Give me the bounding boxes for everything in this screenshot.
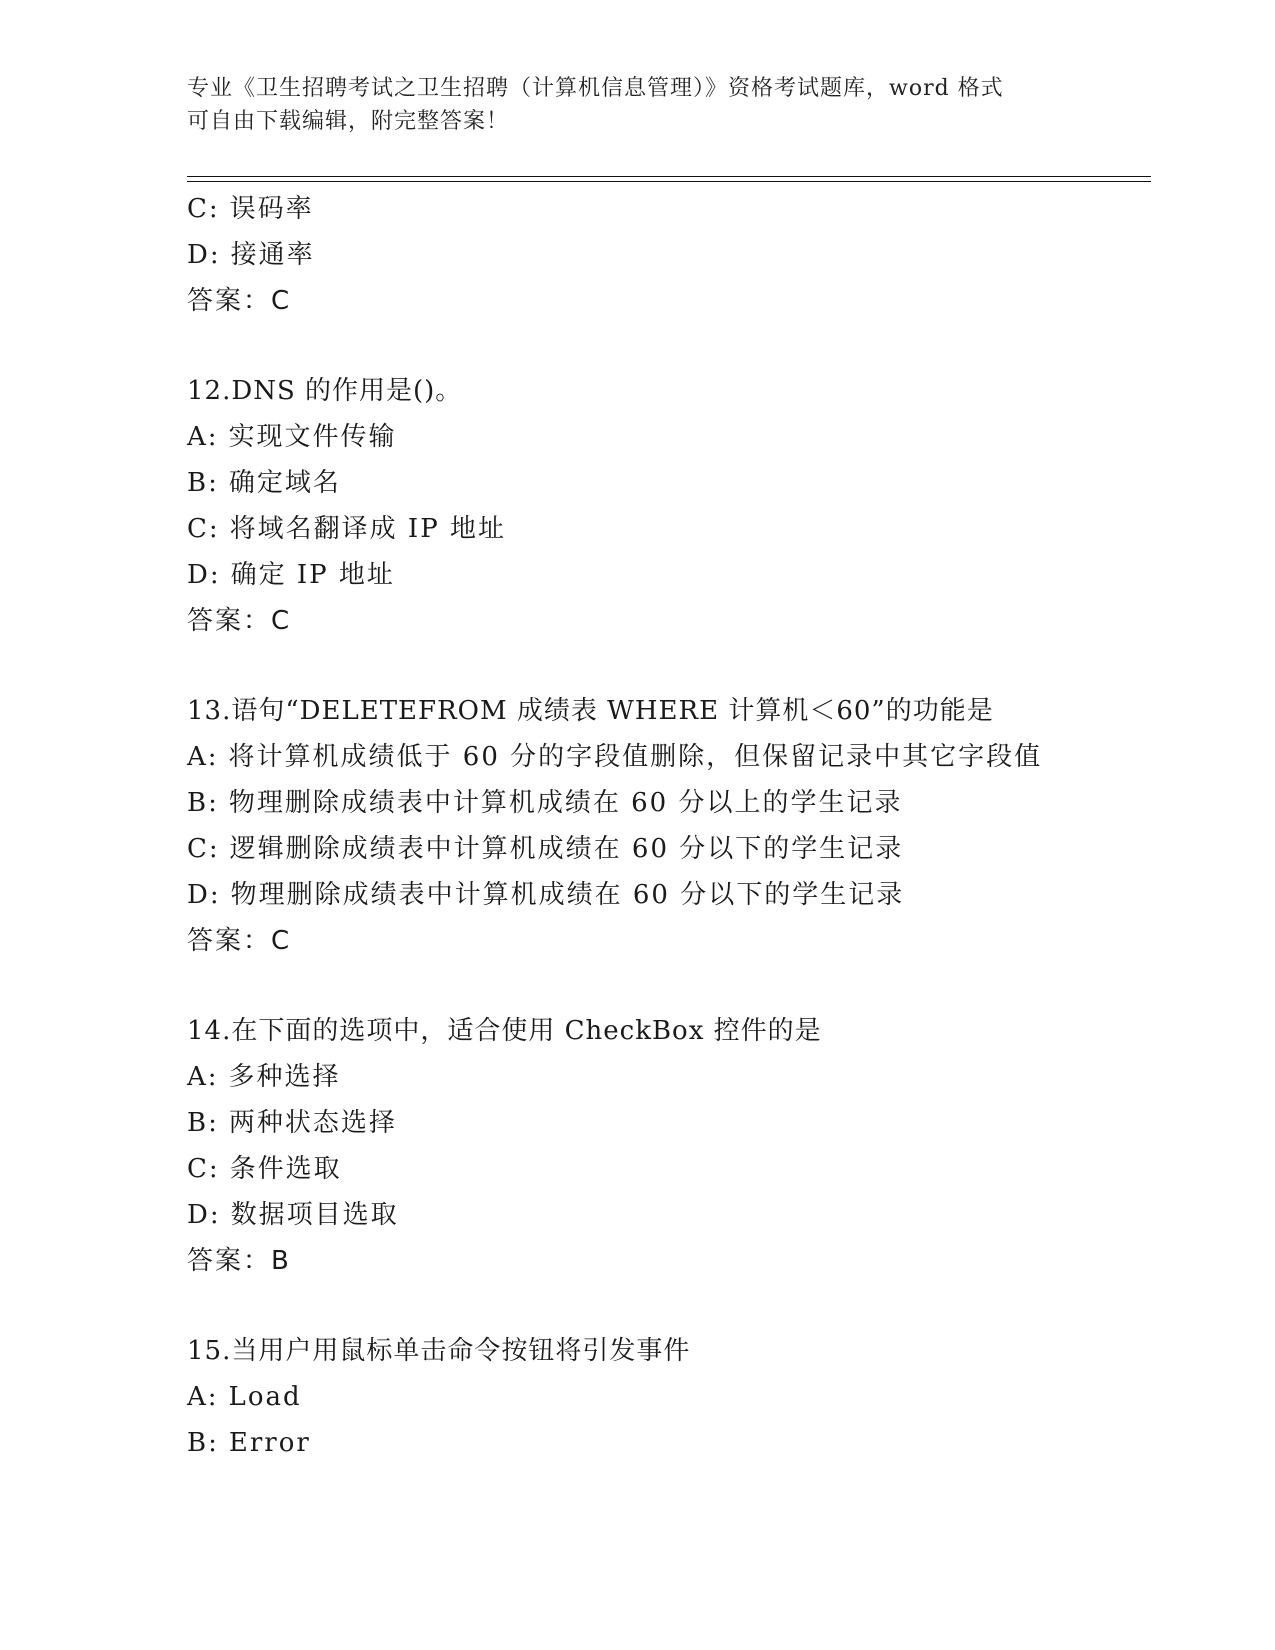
block-spacer: [187, 644, 1147, 688]
question-text: 13.语句“DELETEFROM 成绩表 WHERE 计算机＜60”的功能是: [187, 696, 994, 726]
option-letter: B: [187, 1108, 209, 1138]
option-text: 逻辑删除成绩表中计算机成绩在 60 分以下的学生记录: [229, 834, 904, 864]
header-line-2: 可自由下载编辑，附完整答案！: [187, 109, 510, 134]
question-text: 15.当用户用鼠标单击命令按钮将引发事件: [187, 1336, 691, 1366]
option-letter: B: [187, 1428, 209, 1458]
question-list: [187, 186, 1147, 1466]
option-text: Error: [228, 1428, 311, 1458]
option-letter: C: [187, 834, 209, 864]
option-text: 实现文件传输: [228, 422, 397, 452]
option-a: [187, 1374, 1147, 1420]
option-text: 误码率: [229, 194, 314, 224]
header-divider-bottom: [187, 181, 1151, 182]
option-letter: D: [187, 880, 210, 910]
option-text: 条件选取: [229, 1154, 342, 1184]
option-separator: :: [208, 1428, 219, 1458]
option-letter: A: [187, 742, 208, 772]
option-a: [187, 1054, 1147, 1100]
option-separator: :: [208, 788, 219, 818]
option-separator: :: [208, 468, 219, 498]
answer-line: 答案：B: [187, 1246, 291, 1276]
header-line-1: 专业《卫生招聘考试之卫生招聘（计算机信息管理）》资格考试题库，word 格式: [187, 76, 1004, 101]
question-text: 14.在下面的选项中，适合使用 CheckBox 控件的是: [187, 1016, 822, 1046]
option-separator: :: [209, 880, 221, 910]
option-text: Load: [228, 1382, 302, 1412]
option-d: [187, 1192, 1147, 1238]
option-c: [187, 186, 1147, 232]
option-letter: C: [187, 1154, 209, 1184]
option-c: [187, 1146, 1147, 1192]
document-header: [187, 72, 1067, 138]
answer-line: 答案：C: [187, 926, 292, 956]
answer-line: 答案：C: [187, 286, 292, 316]
option-separator: :: [208, 834, 220, 864]
option-d: [187, 872, 1147, 918]
option-d: [187, 232, 1147, 278]
option-text: 数据项目选取: [230, 1200, 399, 1230]
option-letter: C: [187, 514, 209, 544]
option-text: 物理删除成绩表中计算机成绩在 60 分以下的学生记录: [230, 880, 905, 910]
option-separator: :: [208, 194, 220, 224]
option-letter: A: [187, 422, 208, 452]
block-spacer: [187, 964, 1147, 1008]
option-separator: :: [208, 1154, 220, 1184]
option-d: [187, 552, 1147, 598]
option-letter: D: [187, 560, 210, 590]
option-a: [187, 414, 1147, 460]
header-divider-top: [187, 176, 1151, 177]
option-separator: :: [208, 514, 220, 544]
option-letter: B: [187, 468, 209, 498]
block-spacer: [187, 324, 1147, 368]
option-separator: :: [208, 1108, 219, 1138]
option-separator: :: [207, 1382, 219, 1412]
option-a: [187, 734, 1147, 780]
option-c: [187, 826, 1147, 872]
option-letter: A: [187, 1062, 208, 1092]
option-text: 确定域名: [228, 468, 341, 498]
option-separator: :: [207, 1062, 219, 1092]
option-letter: D: [187, 1200, 210, 1230]
option-b: [187, 460, 1147, 506]
option-separator: :: [209, 1200, 221, 1230]
option-b: [187, 780, 1147, 826]
option-text: 物理删除成绩表中计算机成绩在 60 分以上的学生记录: [228, 788, 903, 818]
option-separator: :: [209, 560, 221, 590]
option-c: [187, 506, 1147, 552]
question-block: [187, 1008, 1147, 1284]
question-tail-block: [187, 186, 1147, 324]
block-spacer: [187, 1284, 1147, 1328]
option-text: 两种状态选择: [228, 1108, 397, 1138]
option-b: [187, 1100, 1147, 1146]
option-letter: A: [187, 1382, 208, 1412]
option-text: 接通率: [230, 240, 315, 270]
option-separator: :: [209, 240, 221, 270]
answer-line: 答案：C: [187, 606, 292, 636]
option-letter: D: [187, 240, 210, 270]
option-letter: B: [187, 788, 209, 818]
question-block: [187, 368, 1147, 644]
option-b: [187, 1420, 1147, 1466]
option-separator: :: [207, 742, 219, 772]
option-letter: C: [187, 194, 209, 224]
question-block: [187, 688, 1147, 964]
question-text: 12.DNS 的作用是()。: [187, 376, 463, 406]
option-text: 多种选择: [228, 1062, 341, 1092]
option-text: 将域名翻译成 IP 地址: [229, 514, 506, 544]
option-text: 确定 IP 地址: [230, 560, 395, 590]
option-separator: :: [207, 422, 219, 452]
option-text: 将计算机成绩低于 60 分的字段值删除，但保留记录中其它字段值: [228, 742, 1043, 772]
question-block: [187, 1328, 1147, 1466]
